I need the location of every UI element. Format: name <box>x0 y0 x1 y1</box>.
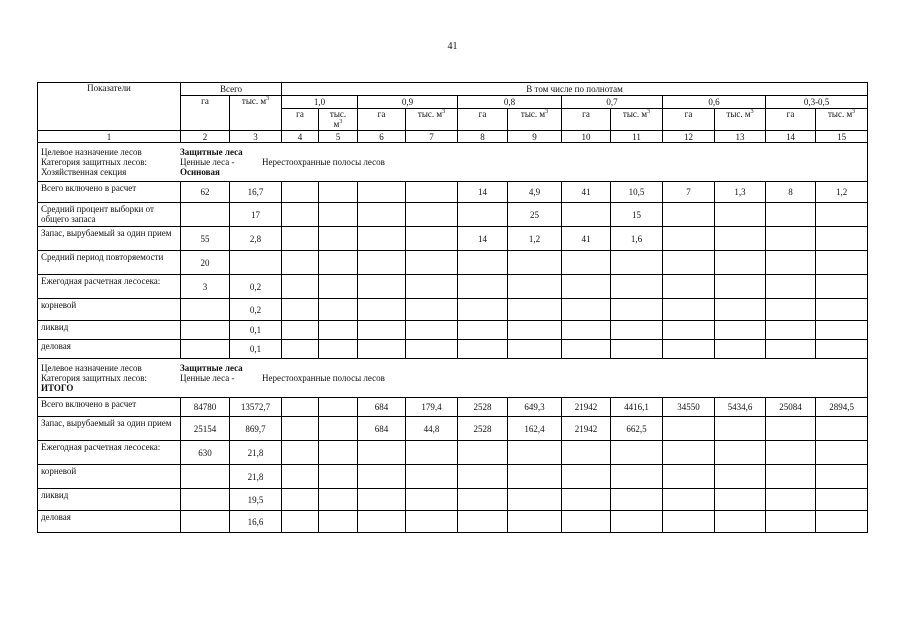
table-cell <box>358 441 406 465</box>
section-2-header <box>38 359 868 398</box>
table-cell <box>181 321 230 340</box>
table-cell: 630 <box>181 441 230 465</box>
table-cell <box>508 511 562 533</box>
table-cell <box>562 321 611 340</box>
category-value: Ценные леса - <box>180 157 235 167</box>
column-number: 5 <box>319 131 358 143</box>
header-volume: тыс. $м^3$ <box>406 109 458 131</box>
table-cell <box>181 340 230 359</box>
table-cell: 1,3 <box>715 182 766 203</box>
header-volume: тыс. $м^3$ <box>611 109 663 131</box>
category-value: Ценные леса - <box>180 373 235 383</box>
table-cell <box>663 489 715 511</box>
header-density-3: 0,8 <box>458 96 562 109</box>
table-cell <box>319 340 358 359</box>
table-cell <box>358 275 406 299</box>
table-cell <box>319 511 358 533</box>
table-cell <box>508 251 562 275</box>
table-row <box>38 489 868 511</box>
table-cell <box>406 275 458 299</box>
table-cell <box>406 203 458 227</box>
table-row <box>38 251 868 275</box>
table-cell <box>319 489 358 511</box>
table-cell <box>816 340 868 359</box>
total-label: ИТОГО <box>41 383 74 393</box>
table-cell <box>181 299 230 321</box>
table-cell <box>181 511 230 533</box>
table-row <box>38 203 868 227</box>
table-cell: 649,3 <box>508 398 562 417</box>
table-cell: 684 <box>358 398 406 417</box>
header-density-5: 0,6 <box>663 96 766 109</box>
table-cell <box>282 511 319 533</box>
column-number: 9 <box>508 131 562 143</box>
table-cell <box>508 489 562 511</box>
table-cell <box>562 340 611 359</box>
table-cell: 84780 <box>181 398 230 417</box>
table-cell <box>282 340 319 359</box>
row-label: деловая <box>38 340 181 359</box>
purpose-label: Целевое назначение лесов <box>41 363 142 373</box>
table-cell: 14 <box>458 227 508 251</box>
table-cell <box>319 417 358 441</box>
table-cell <box>458 465 508 489</box>
table-cell: 2,8 <box>230 227 282 251</box>
table-cell <box>508 441 562 465</box>
column-number: 3 <box>230 131 282 143</box>
table-cell <box>358 251 406 275</box>
table-cell <box>319 398 358 417</box>
table-cell: 0,2 <box>230 299 282 321</box>
table-cell <box>766 203 816 227</box>
table-cell <box>766 511 816 533</box>
column-number: 15 <box>816 131 868 143</box>
table-cell <box>611 299 663 321</box>
table-cell <box>611 321 663 340</box>
header-density-1: 1,0 <box>282 96 358 109</box>
table-cell <box>319 321 358 340</box>
section-label: Хозяйственная секция <box>41 167 127 177</box>
row-label: Средний период повторяемости <box>38 251 181 275</box>
table-cell: 21,8 <box>230 441 282 465</box>
purpose-value: Защитные леса <box>180 363 243 373</box>
table-cell <box>562 465 611 489</box>
table-cell <box>282 321 319 340</box>
table-cell <box>715 299 766 321</box>
table-cell <box>458 321 508 340</box>
table-cell <box>282 398 319 417</box>
table-row <box>38 441 868 465</box>
table-cell <box>181 465 230 489</box>
table-cell: 15 <box>611 203 663 227</box>
table-cell <box>406 227 458 251</box>
table-cell <box>458 299 508 321</box>
column-number: 10 <box>562 131 611 143</box>
table-cell <box>282 417 319 441</box>
header-ha: га <box>458 109 508 131</box>
table-cell <box>406 489 458 511</box>
table-cell <box>663 299 715 321</box>
table-cell <box>715 489 766 511</box>
page-number: 41 <box>447 41 458 52</box>
table-cell: 8 <box>766 182 816 203</box>
table-cell <box>663 251 715 275</box>
table-cell <box>319 441 358 465</box>
table-cell <box>715 203 766 227</box>
table-cell: 3 <box>181 275 230 299</box>
table-cell: 21942 <box>562 417 611 441</box>
row-label: ликвид <box>38 321 181 340</box>
row-label: Запас, вырубаемый за один прием <box>38 417 181 441</box>
header-volume: тыс. $м^3$ <box>816 109 868 131</box>
table-cell <box>663 275 715 299</box>
table-cell: 162,4 <box>508 417 562 441</box>
table-cell: 13572,7 <box>230 398 282 417</box>
table-cell <box>282 182 319 203</box>
table-cell <box>358 511 406 533</box>
table-cell <box>282 441 319 465</box>
table-cell <box>766 340 816 359</box>
table-cell: 1,2 <box>508 227 562 251</box>
table-cell <box>766 275 816 299</box>
row-label: Всего включено в расчет <box>38 182 181 203</box>
table-cell <box>816 465 868 489</box>
table-cell <box>319 182 358 203</box>
column-number: 4 <box>282 131 319 143</box>
table-cell <box>766 489 816 511</box>
header-by-density: В том числе по полнотам <box>282 83 868 96</box>
section-1-header <box>38 143 868 182</box>
table-cell <box>230 251 282 275</box>
column-number: 1 <box>38 131 181 143</box>
header-total-volume: тыс. $м^3$ <box>230 96 282 131</box>
table-cell: 2528 <box>458 417 508 441</box>
table-cell <box>562 275 611 299</box>
table-cell <box>562 203 611 227</box>
table-cell <box>766 417 816 441</box>
table-cell <box>282 203 319 227</box>
table-cell: 4416,1 <box>611 398 663 417</box>
table-cell <box>458 441 508 465</box>
table-cell: 179,4 <box>406 398 458 417</box>
table-cell <box>562 441 611 465</box>
table-cell <box>663 441 715 465</box>
table-cell <box>715 227 766 251</box>
table-cell <box>816 511 868 533</box>
row-label: Запас, вырубаемый за один прием <box>38 227 181 251</box>
row-label: ликвид <box>38 489 181 511</box>
table-cell <box>358 299 406 321</box>
table-cell <box>715 511 766 533</box>
table-cell: 0,1 <box>230 340 282 359</box>
table-row <box>38 340 868 359</box>
table-cell: 19,5 <box>230 489 282 511</box>
table-cell <box>816 299 868 321</box>
table-cell: 44,8 <box>406 417 458 441</box>
table-cell <box>663 203 715 227</box>
table-cell <box>406 511 458 533</box>
category-label: Категория защитных лесов: <box>41 373 148 383</box>
table-cell <box>406 299 458 321</box>
header-ha: га <box>766 109 816 131</box>
table-cell <box>458 203 508 227</box>
table-cell: 16,6 <box>230 511 282 533</box>
table-cell: 25154 <box>181 417 230 441</box>
header-total-ha: га <box>181 96 230 131</box>
table-cell <box>611 511 663 533</box>
table-cell <box>816 275 868 299</box>
table-cell: 1,6 <box>611 227 663 251</box>
row-label: корневой <box>38 299 181 321</box>
table-row <box>38 511 868 533</box>
table-cell <box>562 511 611 533</box>
table-cell: 20 <box>181 251 230 275</box>
table-cell <box>319 251 358 275</box>
table-cell: 21,8 <box>230 465 282 489</box>
table-cell <box>715 275 766 299</box>
table-row <box>38 398 868 417</box>
table-cell: 25084 <box>766 398 816 417</box>
table-cell <box>611 465 663 489</box>
table-cell <box>611 275 663 299</box>
table-cell <box>715 251 766 275</box>
row-label: Средний процент выборки от общего запаса <box>38 203 181 227</box>
table-cell <box>406 340 458 359</box>
table-cell <box>663 227 715 251</box>
table-cell: 1,2 <box>816 182 868 203</box>
table-cell <box>766 251 816 275</box>
table-cell <box>663 321 715 340</box>
row-label: корневой <box>38 465 181 489</box>
table-cell <box>766 465 816 489</box>
table-cell <box>282 489 319 511</box>
table-cell <box>358 203 406 227</box>
table-cell <box>358 182 406 203</box>
table-cell: 34550 <box>663 398 715 417</box>
table-cell <box>458 489 508 511</box>
forest-calculation-table <box>37 82 868 533</box>
table-cell <box>406 251 458 275</box>
table-cell <box>508 465 562 489</box>
table-cell <box>562 251 611 275</box>
table-cell <box>508 321 562 340</box>
table-cell <box>358 340 406 359</box>
header-total: Всего <box>181 83 282 96</box>
table-cell: 4,9 <box>508 182 562 203</box>
table-cell <box>715 340 766 359</box>
column-number: 7 <box>406 131 458 143</box>
table-cell <box>282 275 319 299</box>
table-cell <box>816 321 868 340</box>
table-cell <box>406 465 458 489</box>
table-cell: 55 <box>181 227 230 251</box>
table-cell <box>319 275 358 299</box>
table-cell <box>715 417 766 441</box>
column-number: 12 <box>663 131 715 143</box>
table-cell <box>816 251 868 275</box>
table-cell <box>816 417 868 441</box>
row-label: Ежегодная расчетная лесосека: <box>38 275 181 299</box>
table-cell <box>562 489 611 511</box>
table-cell <box>319 203 358 227</box>
table-cell <box>181 489 230 511</box>
table-cell <box>458 275 508 299</box>
table-cell <box>358 321 406 340</box>
purpose-label: Целевое назначение лесов <box>41 147 142 157</box>
table-cell <box>181 203 230 227</box>
table-cell <box>766 227 816 251</box>
table-row <box>38 275 868 299</box>
table-cell <box>611 489 663 511</box>
table-row <box>38 417 868 441</box>
table-cell <box>458 251 508 275</box>
category-value-2: Нерестоохранные полосы лесов <box>262 157 385 167</box>
table-cell: 10,5 <box>611 182 663 203</box>
table-cell: 62 <box>181 182 230 203</box>
row-label: Ежегодная расчетная лесосека: <box>38 441 181 465</box>
table-cell <box>816 441 868 465</box>
table-cell <box>611 251 663 275</box>
table-cell: 21942 <box>562 398 611 417</box>
column-number: 2 <box>181 131 230 143</box>
table-cell <box>663 417 715 441</box>
table-cell <box>282 465 319 489</box>
table-cell <box>458 511 508 533</box>
table-cell: 0,2 <box>230 275 282 299</box>
table-cell <box>816 489 868 511</box>
table-cell <box>663 340 715 359</box>
table-cell <box>406 321 458 340</box>
column-number: 13 <box>715 131 766 143</box>
table-cell <box>611 340 663 359</box>
table-cell: 25 <box>508 203 562 227</box>
table-cell: 2894,5 <box>816 398 868 417</box>
table-cell <box>663 511 715 533</box>
table-cell <box>358 465 406 489</box>
table-cell <box>282 299 319 321</box>
table-cell: 662,5 <box>611 417 663 441</box>
column-number: 14 <box>766 131 816 143</box>
table-cell <box>282 227 319 251</box>
column-number: 6 <box>358 131 406 143</box>
table-cell <box>816 203 868 227</box>
header-density-6: 0,3-0,5 <box>766 96 868 109</box>
table-cell: 16,7 <box>230 182 282 203</box>
table-cell <box>319 465 358 489</box>
table-cell <box>816 227 868 251</box>
header-ha: га <box>663 109 715 131</box>
table-cell: 684 <box>358 417 406 441</box>
header-volume: тыс. $м^3$ <box>319 109 358 131</box>
table-cell: 14 <box>458 182 508 203</box>
table-cell <box>562 299 611 321</box>
table-cell <box>508 340 562 359</box>
table-cell <box>715 465 766 489</box>
table-row <box>38 299 868 321</box>
table-cell <box>715 321 766 340</box>
table-cell <box>663 465 715 489</box>
table-cell <box>319 227 358 251</box>
header-volume: тыс. $м^3$ <box>508 109 562 131</box>
table-cell <box>766 299 816 321</box>
table-row <box>38 321 868 340</box>
header-volume: тыс. $м^3$ <box>715 109 766 131</box>
table-cell <box>611 441 663 465</box>
purpose-value: Защитные леса <box>180 147 243 157</box>
table-cell <box>508 275 562 299</box>
table-row <box>38 182 868 203</box>
table-cell: 7 <box>663 182 715 203</box>
row-label: деловая <box>38 511 181 533</box>
table-cell <box>508 299 562 321</box>
header-density-4: 0,7 <box>562 96 663 109</box>
table-row <box>38 465 868 489</box>
header-ha: га <box>358 109 406 131</box>
header-ha: га <box>282 109 319 131</box>
table-cell: 41 <box>562 182 611 203</box>
header-indicators: Показатели <box>38 83 181 131</box>
section-value: Осиновая <box>180 167 220 177</box>
table-cell: 5434,6 <box>715 398 766 417</box>
table-cell: 869,7 <box>230 417 282 441</box>
header-density-2: 0,9 <box>358 96 458 109</box>
column-number: 11 <box>611 131 663 143</box>
table-cell <box>715 441 766 465</box>
table-cell: 0,1 <box>230 321 282 340</box>
table-cell <box>458 340 508 359</box>
category-label: Категория защитных лесов: <box>41 157 148 167</box>
table-cell: 2528 <box>458 398 508 417</box>
table-cell <box>358 227 406 251</box>
table-cell <box>282 251 319 275</box>
table-cell <box>766 441 816 465</box>
table-cell: 17 <box>230 203 282 227</box>
table-cell <box>358 489 406 511</box>
row-label: Всего включено в расчет <box>38 398 181 417</box>
table-cell: 41 <box>562 227 611 251</box>
table-row <box>38 227 868 251</box>
table-cell <box>406 182 458 203</box>
header-ha: га <box>562 109 611 131</box>
table-cell <box>766 321 816 340</box>
table-cell <box>319 299 358 321</box>
category-value-2: Нерестоохранные полосы лесов <box>262 373 385 383</box>
table-cell <box>406 441 458 465</box>
column-number: 8 <box>458 131 508 143</box>
